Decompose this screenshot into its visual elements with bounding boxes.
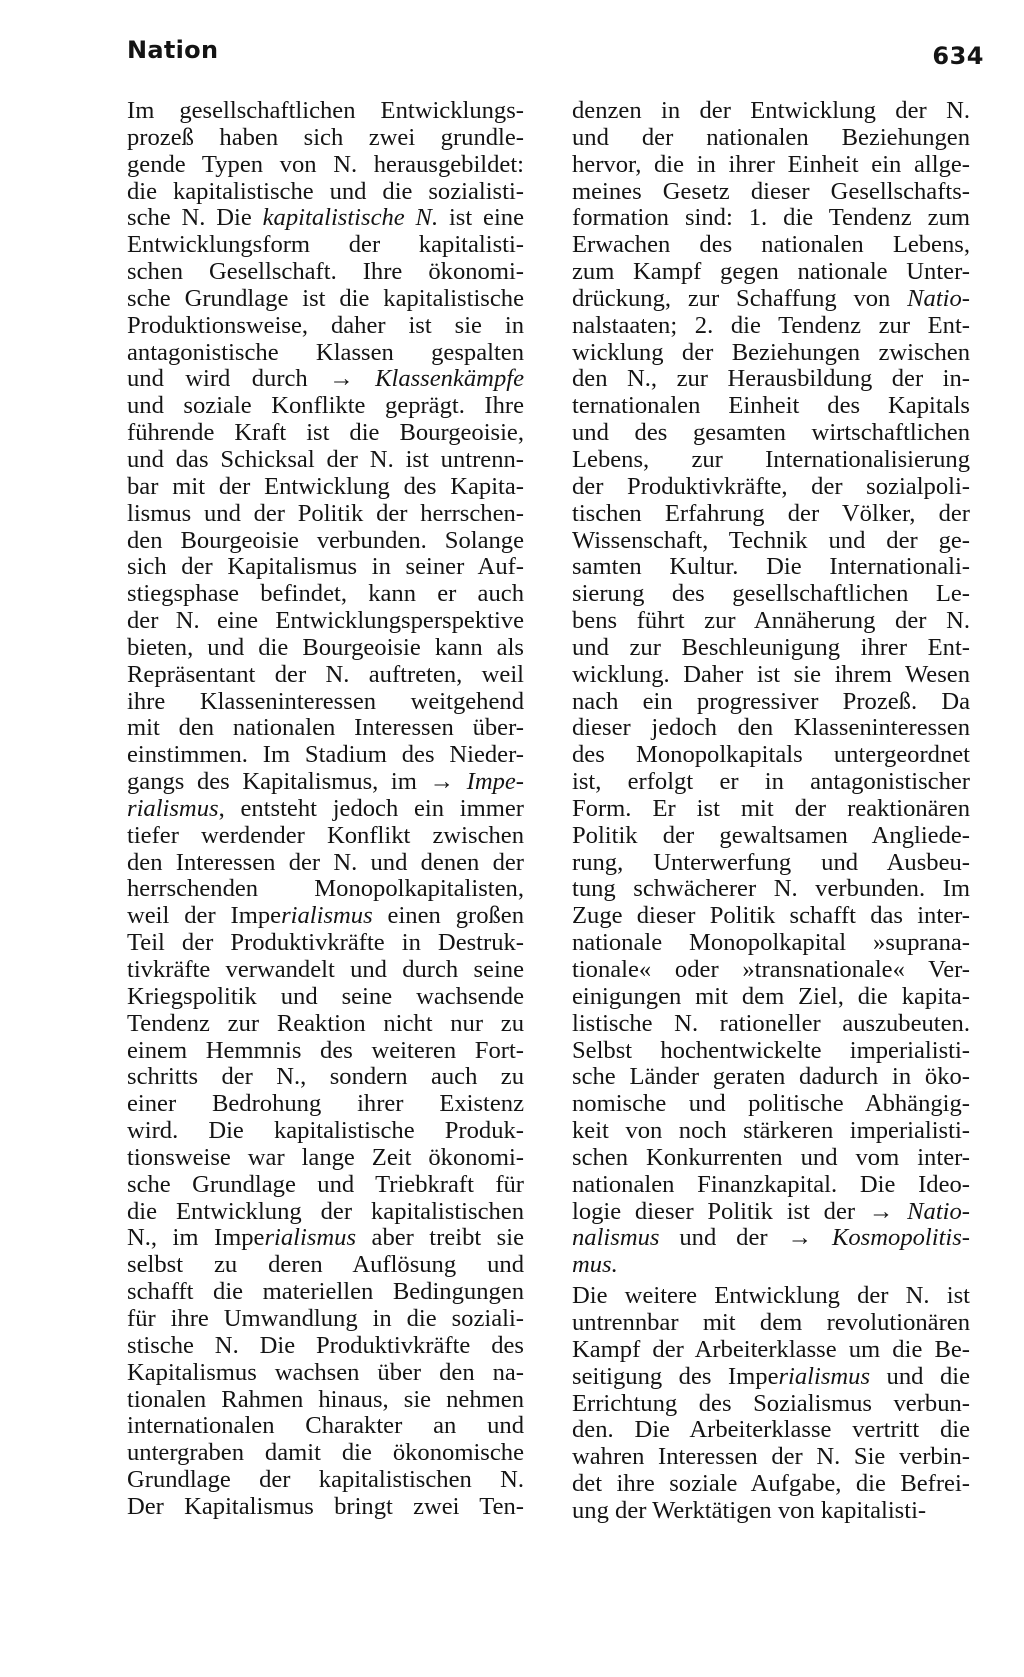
text-line: den Bourgeoisie verbunden. Solange bbox=[127, 526, 524, 554]
text-line: wicklung. Daher ist sie ihrem Wesen bbox=[572, 660, 970, 688]
text-line: schen Gesellschaft. Ihre ökonomi- bbox=[127, 258, 524, 286]
text-line: Teil der Produktivkräfte in Destruk- bbox=[127, 929, 524, 957]
text-line: Die weitere Entwicklung der N. ist bbox=[572, 1282, 970, 1310]
text-line: wird. Die kapitalistische Produk- bbox=[127, 1117, 524, 1145]
text-line: Grundlage der kapitalistischen N. bbox=[127, 1466, 524, 1494]
text-line: gende Typen von N. herausgebildet: bbox=[127, 150, 524, 178]
text-line: den Interessen der N. und denen der bbox=[127, 848, 524, 876]
text-line: Produktionsweise, daher ist sie in bbox=[127, 311, 524, 339]
text-line: einstimmen. Im Stadium des Nieder- bbox=[127, 741, 524, 769]
text-line: samten Kultur. Die Internationali- bbox=[572, 553, 970, 581]
text-line: lismus und der Politik der herrschen- bbox=[127, 499, 524, 527]
text-line: führende Kraft ist die Bourgeoisie, bbox=[127, 419, 524, 447]
text-line: tionale« oder »transnationale« Ver- bbox=[572, 956, 970, 983]
text-line: sche Grundlage und Triebkraft für bbox=[127, 1170, 524, 1198]
text-line: Errichtung des Sozialismus verbun- bbox=[572, 1389, 970, 1417]
text-line: sche Länder geraten dadurch in öko- bbox=[572, 1063, 970, 1091]
text-line: untergraben damit die ökonomische bbox=[127, 1439, 524, 1467]
text-line: tivkräfte verwandelt und durch seine bbox=[127, 956, 524, 983]
text-line: und soziale Konflikte geprägt. Ihre bbox=[127, 392, 524, 420]
text-line: Kapitalismus wachsen über den na- bbox=[127, 1358, 524, 1386]
text-line: nach ein progressiver Prozeß. Da bbox=[572, 687, 970, 715]
text-line: stiegsphase befindet, kann er auch bbox=[127, 580, 524, 608]
text-line: prozeß haben sich zwei grundle- bbox=[127, 123, 524, 151]
page-number: 634 bbox=[932, 42, 984, 70]
text-line: sche N. Die kapitalistische N. ist eine bbox=[127, 204, 524, 232]
text-line: Repräsentant der N. auftreten, weil bbox=[127, 660, 524, 688]
text-line: rialismus, entsteht jedoch ein immer bbox=[127, 794, 524, 822]
text-line: herrschenden Monopolkapitalisten, bbox=[127, 875, 524, 903]
text-line: Der Kapitalismus bringt zwei Ten- bbox=[127, 1492, 524, 1520]
text-line: internationalen Charakter an und bbox=[127, 1412, 524, 1440]
text-line: nationale Monopolkapital »suprana- bbox=[572, 929, 970, 957]
text-line: die Entwicklung der kapitalistischen bbox=[127, 1197, 524, 1225]
text-line: der Produktivkräfte, der sozialpoli- bbox=[572, 472, 970, 500]
text-line: untrennbar mit dem revolutionären bbox=[572, 1308, 970, 1336]
text-line: wicklung der Beziehungen zwischen bbox=[572, 338, 970, 366]
text-line: Selbst hochentwickelte imperialisti- bbox=[572, 1036, 970, 1064]
text-line: tionalen Rahmen hinaus, sie nehmen bbox=[127, 1385, 524, 1413]
text-line: sich der Kapitalismus in seiner Auf- bbox=[127, 553, 524, 581]
text-line: tiefer werdender Konflikt zwischen bbox=[127, 821, 524, 849]
text-line: mit den nationalen Interessen über- bbox=[127, 714, 524, 742]
text-line: Zuge dieser Politik schafft das inter- bbox=[572, 902, 970, 930]
text-line: einem Hemmnis des weiteren Fort- bbox=[127, 1036, 524, 1064]
text-line: schen Konkurrenten und vom inter- bbox=[572, 1143, 970, 1171]
text-line: schritts der N., sondern auch zu bbox=[127, 1063, 524, 1091]
text-line: Politik der gewaltsamen Angliede- bbox=[572, 821, 970, 849]
text-line: Im gesellschaftlichen Entwicklungs- bbox=[127, 97, 524, 124]
text-line: rung, Unterwerfung und Ausbeu- bbox=[572, 848, 970, 876]
text-line: Kriegspolitik und seine wachsende bbox=[127, 982, 524, 1010]
text-line: einigungen mit dem Ziel, die kapita- bbox=[572, 982, 970, 1010]
text-line: der N. eine Entwicklungsperspektive bbox=[127, 607, 524, 635]
text-line: den. Die Arbeiterklasse vertritt die bbox=[572, 1416, 970, 1444]
text-line: zum Kampf gegen nationale Unter- bbox=[572, 258, 970, 286]
text-line: drückung, zur Schaffung von Natio- bbox=[572, 284, 970, 312]
text-line: denzen in der Entwicklung der N. bbox=[572, 97, 970, 124]
text-line: bar mit der Entwicklung des Kapita- bbox=[127, 472, 524, 500]
text-line: und der nationalen Beziehungen bbox=[572, 123, 970, 151]
text-line: nalstaaten; 2. die Tendenz zur Ent- bbox=[572, 311, 970, 339]
right-text-column bbox=[572, 98, 970, 1525]
text-line: wahren Interessen der N. Sie verbin- bbox=[572, 1443, 970, 1471]
text-line: tionsweise war lange Zeit ökonomi- bbox=[127, 1143, 524, 1171]
text-line: ist, erfolgt er in antagonistischer bbox=[572, 768, 970, 796]
text-line: listische N. rationeller auszubeuten. bbox=[572, 1009, 970, 1037]
text-line: für ihre Umwandlung in die soziali- bbox=[127, 1304, 524, 1332]
text-line: N., im Imperialismus aber treibt sie bbox=[127, 1224, 524, 1252]
text-line: tung schwächerer N. verbunden. Im bbox=[572, 875, 970, 903]
text-line: keit von noch stärkeren imperialisti- bbox=[572, 1117, 970, 1145]
text-line: hervor, die in ihrer Einheit ein allge- bbox=[572, 150, 970, 178]
text-line: Form. Er ist mit der reaktionären bbox=[572, 794, 970, 822]
text-line: formation sind: 1. die Tendenz zum bbox=[572, 204, 970, 232]
running-head: Nation bbox=[127, 36, 219, 64]
text-line: dieser jedoch den Klasseninteressen bbox=[572, 714, 970, 742]
text-line: nalismus und der → Kosmopolitis- bbox=[572, 1224, 970, 1252]
text-line: bens führt zur Annäherung der N. bbox=[572, 607, 970, 635]
text-line: logie dieser Politik ist der → Natio- bbox=[572, 1197, 970, 1225]
text-line: bieten, und die Bourgeoisie kann als bbox=[127, 633, 524, 661]
text-line: tischen Erfahrung der Völker, der bbox=[572, 499, 970, 527]
text-line: einer Bedrohung ihrer Existenz bbox=[127, 1090, 524, 1118]
text-line: und das Schicksal der N. ist untrenn- bbox=[127, 445, 524, 473]
text-line: meines Gesetz dieser Gesellschafts- bbox=[572, 177, 970, 205]
text-line: nomische und politische Abhängig- bbox=[572, 1090, 970, 1118]
text-line: ung der Werktätigen von kapitalisti- bbox=[572, 1496, 927, 1524]
text-line: den N., zur Herausbildung der in- bbox=[572, 365, 970, 393]
text-line: mus. bbox=[572, 1251, 618, 1279]
left-text-column bbox=[127, 98, 524, 1521]
text-line: ihre Klasseninteressen weitgehend bbox=[127, 687, 524, 715]
page-header bbox=[0, 36, 1024, 76]
text-line: Tendenz zur Reaktion nicht nur zu bbox=[127, 1009, 524, 1037]
text-line: Lebens, zur Internationalisierung bbox=[572, 445, 970, 473]
text-line: und des gesamten wirtschaftlichen bbox=[572, 419, 970, 447]
text-line: det ihre soziale Aufgabe, die Befrei- bbox=[572, 1470, 970, 1498]
text-line: Entwicklungsform der kapitalisti- bbox=[127, 231, 524, 259]
text-line: selbst zu deren Auflösung und bbox=[127, 1251, 524, 1279]
text-line: seitigung des Imperialismus und die bbox=[572, 1362, 970, 1390]
text-line: antagonistische Klassen gespalten bbox=[127, 338, 524, 366]
text-line: Kampf der Arbeiterklasse um die Be- bbox=[572, 1335, 970, 1363]
text-line: und wird durch → Klassenkämpfe bbox=[127, 365, 524, 393]
text-line: gangs des Kapitalismus, im → Impe- bbox=[127, 768, 524, 796]
text-line: Erwachen des nationalen Lebens, bbox=[572, 231, 970, 259]
text-line: und zur Beschleunigung ihrer Ent- bbox=[572, 633, 970, 661]
text-line: ternationalen Einheit des Kapitals bbox=[572, 392, 970, 420]
text-line: Wissenschaft, Technik und der ge- bbox=[572, 526, 970, 554]
text-line: sche Grundlage ist die kapitalistische bbox=[127, 284, 524, 312]
text-line: nationalen Finanzkapital. Die Ideo- bbox=[572, 1170, 970, 1198]
text-line: sierung des gesellschaftlichen Le- bbox=[572, 580, 970, 608]
text-line: weil der Imperialismus einen großen bbox=[127, 902, 524, 930]
text-line: stische N. Die Produktivkräfte des bbox=[127, 1331, 524, 1359]
text-line: schafft die materiellen Bedingungen bbox=[127, 1278, 524, 1306]
text-line: die kapitalistische und die sozialisti- bbox=[127, 177, 524, 205]
text-line: des Monopolkapitals untergeordnet bbox=[572, 741, 970, 769]
